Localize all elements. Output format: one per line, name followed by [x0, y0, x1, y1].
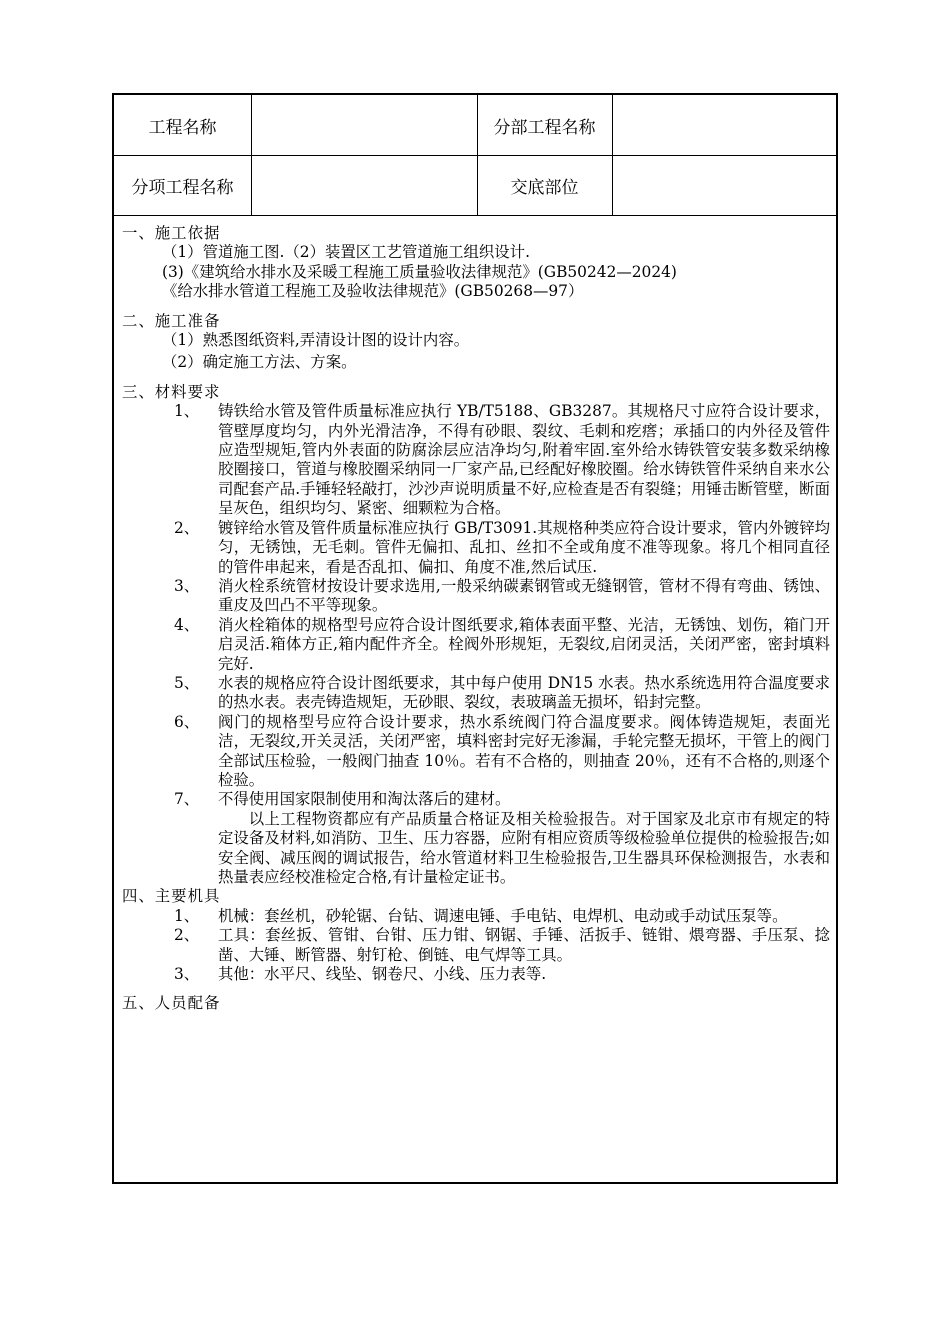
location-label: 交底部位	[477, 155, 613, 215]
item-number: 4、	[174, 615, 200, 634]
item-number: 5、	[174, 673, 200, 692]
section-basis	[122, 224, 830, 302]
section-staffing	[122, 994, 830, 1013]
item-number: 2、	[174, 518, 200, 537]
basis-line: 《给水排水管道工程施工及验收法律规范》(GB50268—97）	[162, 282, 584, 301]
basis-line: (3)《建筑给水排水及采暖工程施工质量验收法律规范》(GB50242—2024)	[162, 262, 677, 281]
item-text: 机械：套丝机，砂轮锯、台钻、调速电锤、手电钻、电焊机、电动或手动试压泵等。	[218, 906, 788, 925]
prep-line: （1）熟悉图纸资料,弄清设计图的设计内容。	[162, 331, 470, 350]
equipment-item	[122, 907, 830, 926]
item-number: 1、	[174, 906, 200, 925]
prep-line: （2）确定施工方法、方案。	[162, 353, 357, 372]
section-preparation	[122, 312, 830, 373]
item-number: 1、	[174, 402, 200, 421]
material-item	[122, 577, 830, 616]
section-title: 四、主要机具	[122, 887, 221, 906]
material-item	[122, 402, 830, 518]
subitem-value[interactable]	[251, 155, 478, 215]
item-text: 铸铁给水管及管件质量标准应执行 YB/T5188、GB3287。其规格尺寸应符合设计要求，管壁厚度均匀，内外光滑洁净，不得有砂眼、裂纹、毛刺和疙瘩；承插口的内外径及管件应造型规矩,管内外表面的防腐涂层应洁净均匀,附着牢固.室外给水铸铁管安装多数采纳橡胶圈接口，管道与橡胶圈采纳同一厂家产品,已经配好橡胶圈。给水铸铁管件采纳自来水公司配套产品.手锤轻轻敲打，沙沙声说明质量不好,应检查是否有裂缝；用锤击断管壁，断面呈灰色，组织均匀、紧密、细颗粒为合格。	[218, 402, 830, 518]
material-item	[122, 713, 830, 791]
location-value[interactable]	[612, 155, 836, 215]
section-materials	[122, 383, 830, 888]
item-text: 镀锌给水管及管件质量标准应执行 GB/T3091.其规格种类应符合设计要求，管内外镀锌均匀，无锈蚀，无毛刺。管件无偏扣、乱扣、丝扣不全或角度不准等现象。将几个相同直径的管件串起来，看是否乱扣、偏扣、角度不准,然后试压.	[218, 518, 830, 576]
section-title: 三、材料要求	[122, 382, 221, 401]
material-item	[122, 616, 830, 674]
project-name-value[interactable]	[251, 95, 478, 155]
item-number: 6、	[174, 712, 200, 731]
item-number: 3、	[174, 576, 200, 595]
item-text: 阀门的规格型号应符合设计要求，热水系统阀门符合温度要求。阀体铸造规矩，表面光洁，无裂纹,开关灵活，关闭严密，填料密封完好无渗漏，手轮完整无损坏，干管上的阀门全部试压检验，一般阀门抽查 10％。若有不合格的，则抽查 20％，还有不合格的,则逐个检验。	[218, 712, 830, 789]
project-name-label: 工程名称	[114, 95, 252, 155]
item-text: 消火栓箱体的规格型号应符合设计图纸要求,箱体表面平整、光洁，无锈蚀、划伤，箱门开启灵活.箱体方正,箱内配件齐全。栓阀外形规矩，无裂纹,启闭灵活，关闭严密，密封填料完好.	[218, 615, 830, 673]
header-row-1	[114, 95, 836, 156]
item-text: 其他：水平尺、线坠、钢卷尺、小线、压力表等.	[218, 965, 547, 984]
item-number: 7、	[174, 790, 200, 809]
item-text: 水表的规格应符合设计图纸要求，其中每户使用 DN15 水表。热水系统选用符合温度要求的热水表。表壳铸造规矩，无砂眼、裂纹，表玻璃盖无损坏，铅封完整。	[218, 673, 830, 712]
item-text: 消火栓系统管材按设计要求选用,一般采纳碳素钢管或无缝钢管，管材不得有弯曲、锈蚀、重皮及凹凸不平等现象。	[218, 576, 830, 615]
item-text: 工具：套丝扳、管钳、台钳、压力钳、钢锯、手锤、活扳手、链钳、煨弯器、手压泵、捻凿、大锤、断管器、射钉枪、倒链、电气焊等工具。	[218, 926, 830, 964]
material-item	[122, 790, 830, 809]
section-title: 一、施工依据	[122, 224, 221, 242]
division-value[interactable]	[612, 95, 836, 155]
item-text: 不得使用国家限制使用和淘汰落后的建材。	[218, 790, 511, 809]
division-label: 分部工程名称	[477, 95, 613, 155]
section-title: 五、人员配备	[122, 994, 221, 1013]
equipment-item	[122, 926, 830, 965]
basis-line: （1）管道施工图.（2）装置区工艺管道施工组织设计.	[162, 243, 530, 262]
item-number: 2、	[174, 926, 200, 945]
materials-closing-paragraph: 以上工程物资都应有产品质量合格证及相关检验报告。对于国家及北京市有规定的特定设备及材料,如消防、卫生、压力容器，应附有相应资质等级检验单位提供的检验报告;如安全阀、减压阀的调试报告，给水管道材料卫生检验报告,卫生器具环保检测报告，水表和热量表应经校准检定合格,有计量检定证书。	[218, 809, 830, 886]
subitem-label: 分项工程名称	[114, 155, 252, 215]
material-item	[122, 519, 830, 577]
section-equipment	[122, 887, 830, 984]
section-title: 二、施工准备	[122, 311, 221, 330]
material-item	[122, 674, 830, 713]
disclosure-form	[112, 93, 838, 1184]
header-row-2	[114, 155, 836, 216]
disclosure-body	[122, 224, 830, 1014]
item-number: 3、	[174, 965, 200, 984]
equipment-item	[122, 965, 830, 984]
